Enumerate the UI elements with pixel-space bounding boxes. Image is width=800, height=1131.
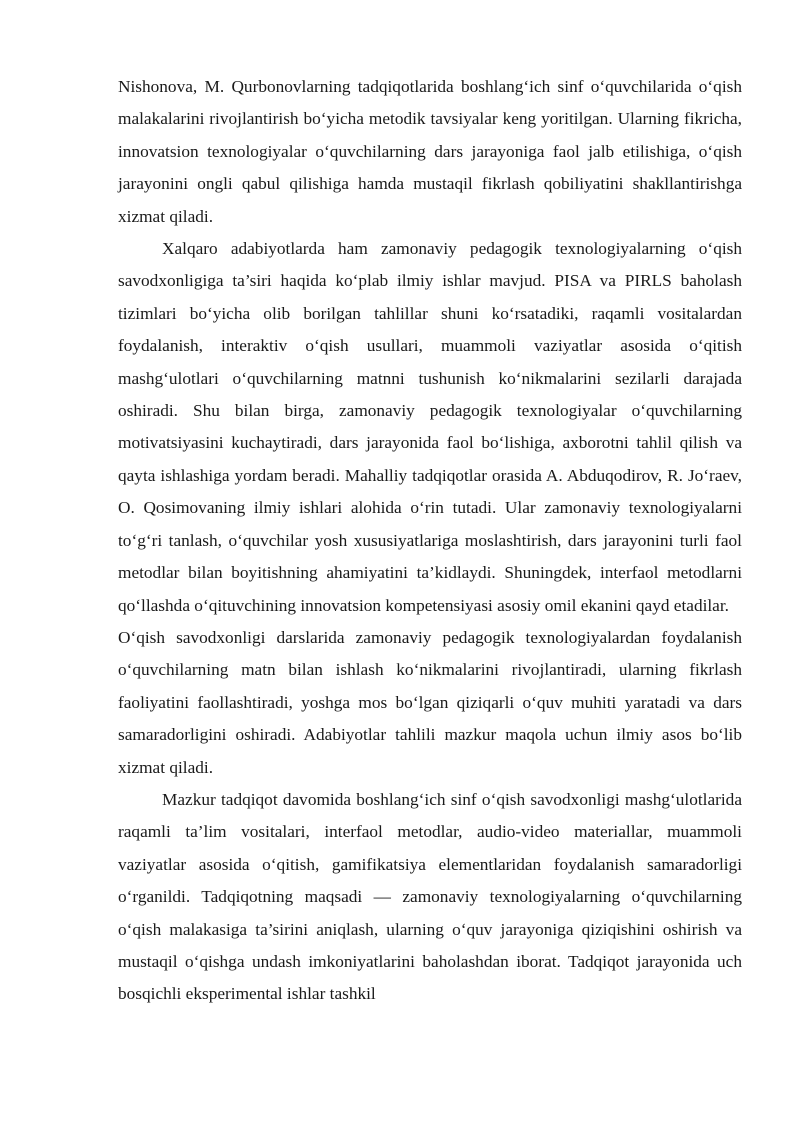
paragraph: O‘qish savodxonligi darslarida zamonaviy pedagogik texnologiyalardan foydalanish o‘quvchilarning matn bilan ishlash ko‘nikmalarini rivojlantiradi, ularning fikrlash faoliyatini faollashtiradi, yoshga mos bo‘lgan qiziqarli o‘quv muhiti yaratadi va dars samaradorligini oshiradi. Adabiyotlar tahlili mazkur maqola uchun ilmiy asos bo‘lib xizmat qiladi. xyxy=(118,627,742,777)
paragraph: Nishonova, M. Qurbonovlarning tadqiqotlarida boshlang‘ich sinf o‘quvchilarida o‘qish malakalarini rivojlantirish bo‘yicha metodik tavsiyalar keng yoritilgan. Ularning fikricha, innovatsion texnologiyalar o‘quvchilarning dars jarayoniga faol jalb etilishiga, o‘qish jarayonini ongli qabul qilishiga hamda mustaqil fikrlash qobiliyatini shakllantirishga xizmat qiladi. xyxy=(118,77,742,226)
paragraph: Mazkur tadqiqot davomida boshlang‘ich sinf o‘qish savodxonligi mashg‘ulotlarida raqamli ta’lim vositalari, interfaol metodlar, audio-video materiallar, muammoli vaziyatlar asosida o‘qitish, gamifikatsiya elementlaridan foydalanish samaradorligi o‘rganildi. Tadqiqotning maqsadi — zamonaviy texnologiyalarning o‘quvchilarning o‘qish malakasiga ta’sirini aniqlash, ularning o‘quv jarayoniga qiziqishini oshirish va mustaqil o‘qishga undash imkoniyatlarini baholashdan iborat. Tadqiqot jarayonida uch bosqichli eksperimental ishlar tashkil xyxy=(118,789,742,1004)
body-text xyxy=(118,71,742,1011)
paragraph: Xalqaro adabiyotlarda ham zamonaviy pedagogik texnologiyalarning o‘qish savodxonligiga ta’siri haqida ko‘plab ilmiy ishlar mavjud. PISA va PIRLS baholash tizimlari bo‘yicha olib borilgan tahlillar shuni ko‘rsatadiki, raqamli vositalardan foydalanish, interaktiv o‘qish usullari, muammoli vaziyatlar asosida o‘qitish mashg‘ulotlari o‘quvchilarning matnni tushunish ko‘nikmalarini sezilarli darajada oshiradi. Shu bilan birga, zamonaviy pedagogik texnologiyalar o‘quvchilarning motivatsiyasini kuchaytiradi, dars jarayonida faol bo‘lishiga, axborotni tahlil qilish va qayta ishlashiga yordam beradi. Mahalliy tadqiqotlar orasida A. Abduqodirov, R. Jo‘raev, O. Qosimovaning ilmiy ishlari alohida o‘rin tutadi. Ular zamonaviy texnologiyalarni to‘g‘ri tanlash, o‘quvchilar yosh xususiyatlariga moslashtirish, dars jarayonini turli faol metodlar bilan boyitishning ahamiyatini ta’kidlaydi. Shuningdek, interfaol metodlarni qo‘llashda o‘qituvchining innovatsion kompetensiyasi asosiy omil ekanini qayd etadilar. xyxy=(118,239,742,615)
